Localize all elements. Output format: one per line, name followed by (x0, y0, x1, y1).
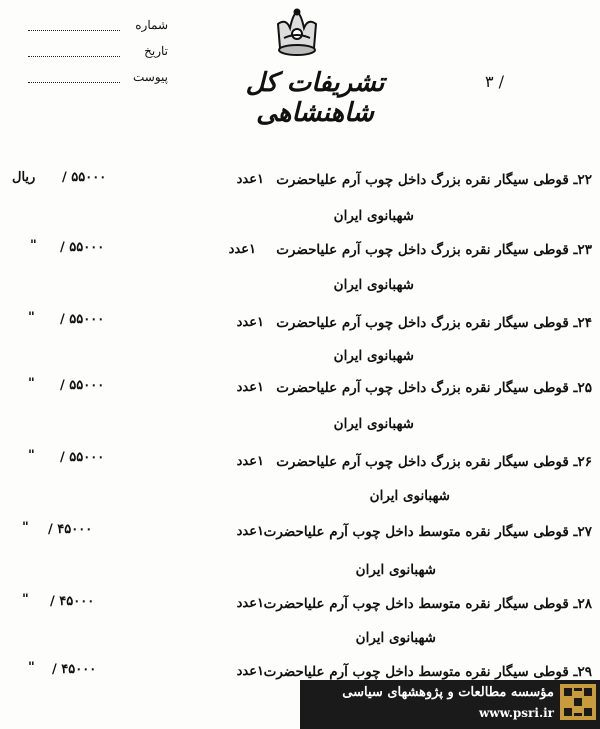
meta-number-line (28, 30, 120, 31)
item-price: / ۵۵۰۰۰ (60, 378, 105, 393)
item-description: ۲۵ـ قوطی سیگار نقره بزرگ داخل چوب آرم علیاحضرت (276, 380, 592, 396)
item-price: / ۵۵۰۰۰ (62, 170, 107, 185)
item-quantity: ۱عدد (236, 524, 264, 539)
item-description: ۲۹ـ قوطی سیگار نقره متوسط داخل چوب آرم علیاحضرت (263, 664, 592, 680)
institute-logo-icon (560, 684, 596, 720)
item-description-cont: شهبانوی ایران (369, 488, 450, 504)
meta-attachment-line (28, 82, 120, 83)
item-description: ۲۴ـ قوطی سیگار نقره بزرگ داخل چوب آرم علیاحضرت (276, 315, 592, 331)
meta-date-line (28, 56, 120, 57)
item-description-cont: شهبانوی ایران (333, 416, 414, 432)
meta-attachment-field (28, 70, 168, 88)
footer-watermark-banner (300, 680, 600, 729)
letterhead-title: تشریفات کل شاهنشاهی (245, 68, 385, 128)
item-quantity: ۱عدد (236, 454, 264, 469)
item-quantity: ۱عدد (236, 315, 264, 330)
item-price: / ۴۵۰۰۰ (50, 594, 95, 609)
item-ditto-mark: " (30, 238, 37, 253)
item-ditto-mark: " (22, 592, 29, 607)
item-ditto-mark: " (22, 520, 29, 535)
item-description: ۲۶ـ قوطی سیگار نقره بزرگ داخل چوب آرم علیاحضرت (276, 454, 592, 470)
item-price: / ۴۵۰۰۰ (52, 662, 97, 677)
item-description-cont: شهبانوی ایران (355, 630, 436, 646)
item-currency: ریال (12, 170, 36, 185)
item-description-cont: شهبانوی ایران (333, 208, 414, 224)
meta-attachment-label: پیوست (133, 70, 168, 84)
item-quantity: ۱عدد (236, 596, 264, 611)
item-quantity: ۱عدد (236, 664, 264, 679)
item-price: / ۵۵۰۰۰ (60, 312, 105, 327)
footer-org-name: مؤسسه مطالعات و پژوهشهای سیاسی (342, 685, 554, 700)
item-description: ۲۷ـ قوطی سیگار نقره متوسط داخل چوب آرم علیاحضرت (263, 524, 592, 540)
item-quantity: ۱عدد (236, 172, 264, 187)
meta-number-field (28, 18, 168, 36)
item-ditto-mark: " (28, 660, 35, 675)
item-description-cont: شهبانوی ایران (355, 562, 436, 578)
meta-number-label: شماره (135, 18, 168, 32)
item-quantity: ۱عدد (236, 380, 264, 395)
item-ditto-mark: " (28, 376, 35, 391)
item-description-cont: شهبانوی ایران (333, 277, 414, 293)
item-description: ۲۳ـ قوطی سیگار نقره بزرگ داخل چوب آرم علیاحضرت (276, 242, 592, 258)
crown-emblem-icon (272, 8, 322, 62)
item-price: / ۵۵۰۰۰ (60, 450, 105, 465)
item-price: / ۵۵۰۰۰ (60, 240, 105, 255)
item-ditto-mark: " (28, 448, 35, 463)
item-ditto-mark: " (28, 310, 35, 325)
meta-date-label: تاریخ (144, 44, 168, 58)
item-description: ۲۸ـ قوطی سیگار نقره متوسط داخل چوب آرم علیاحضرت (263, 596, 592, 612)
page-number: / ۳ (485, 72, 505, 91)
item-price: / ۴۵۰۰۰ (48, 522, 93, 537)
footer-website-link[interactable]: www.psri.ir (478, 706, 554, 720)
meta-date-field (28, 44, 168, 62)
item-quantity: ۱عدد (228, 242, 256, 257)
item-description-cont: شهبانوی ایران (333, 348, 414, 364)
item-description: ۲۲ـ قوطی سیگار نقره بزرگ داخل چوب آرم علیاحضرت (276, 172, 592, 188)
